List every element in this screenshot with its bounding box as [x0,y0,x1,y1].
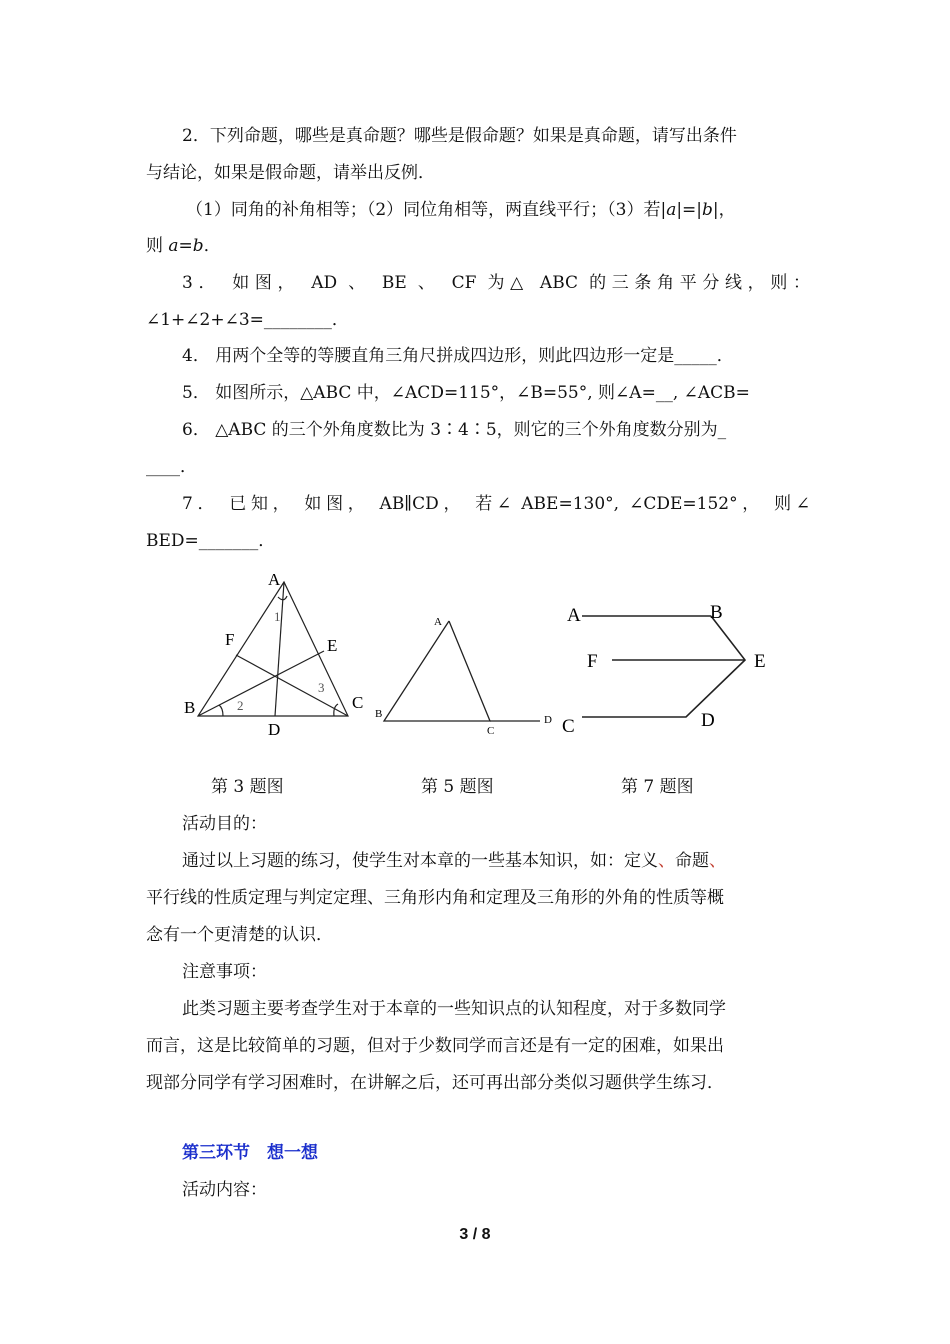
section3-content: 活动内容： [182,1180,267,1200]
q4-text: 4． 用两个全等的等腰直角三角尺拼成四边形，则此四边形一定是_____． [182,346,734,366]
fig3-angle-1: 1 [274,609,281,624]
fig5-label-D: D [544,714,552,726]
fig3-angle-3: 3 [318,680,325,695]
fig3-label-C: C [352,693,364,712]
q2-line1: 2．下列命题，哪些是真命题？哪些是假命题？如果是真命题，请写出条件 [182,126,737,146]
fig3-label-E: E [327,636,338,655]
q6-line2: ____． [146,457,197,477]
q2-line2: 与结论，如果是假命题，请举出反例． [146,163,435,183]
q6-line1: 6． △ABC 的三个外角度数比为 3∶4∶5，则它的三个外角度数分别为_ [182,420,727,440]
figure-5-diagram [370,605,560,740]
fig7-caption: 第 7 题图 [621,777,694,797]
q3-line1: 3． 如图， AD 、 BE 、 CF 为△ ABC 的三条角平分线，则： [182,273,810,293]
fig5-label-B: B [375,708,383,720]
fig7-label-B: B [710,602,723,623]
fig3-caption: 第 3 题图 [211,777,284,797]
fig3-label-A: A [268,570,281,589]
fig7-label-F: F [587,651,598,672]
notes-line2: 而言，这是比较简单的习题，但对于少数同学而言还是有一定的困难，如果出 [146,1036,724,1056]
q3-line2: ∠1+∠2+∠3=________． [146,310,349,330]
purpose-title: 活动目的： [182,814,267,834]
fig7-label-E: E [754,651,766,672]
q2-line3: （1）同角的补角相等；（2）同位角相等，两直线平行；（3）若|a|=|b|， [186,200,736,220]
notes-title: 注意事项： [182,962,267,982]
figure-7-diagram [560,595,790,745]
page-number: 3 / 8 [459,1226,491,1243]
fig3-angle-2: 2 [237,698,244,713]
fig5-label-A: A [434,616,442,628]
notes-line3: 现部分同学有学习困难时，在讲解之后，还可再出部分类似习题供学生练习． [146,1073,724,1093]
section3-heading: 第三环节 想一想 [182,1143,318,1163]
fig3-label-B: B [184,698,196,717]
fig5-caption: 第 5 题图 [421,777,494,797]
figure-3-diagram [175,565,375,740]
q7-line1: 7． 已知， 如图， AB∥CD， 若∠ ABE=130°, ∠CDE=152°， 则∠ [182,494,810,514]
fig7-label-D: D [701,710,715,731]
purpose-line1: 通过以上习题的练习，使学生对本章的一些基本知识，如：定义、命题、 [182,851,726,871]
fig3-label-F: F [225,630,235,649]
q7-line2: BED=_______． [146,531,276,551]
q2-line4: 则 a=b． [146,236,221,256]
notes-line1: 此类习题主要考查学生对于本章的一些知识点的认知程度，对于多数同学 [182,999,726,1019]
fig7-label-C: C [562,716,575,737]
q5-text: 5． 如图所示，△ABC 中，∠ACD=115°，∠B=55°, 则∠A=__, ∠ACB= [182,383,750,403]
purpose-line3: 念有一个更清楚的认识． [146,925,333,945]
fig3-label-D: D [268,720,281,739]
fig5-label-C: C [487,725,495,737]
fig7-label-A: A [567,605,581,626]
purpose-line2: 平行线的性质定理与判定定理、三角形内角和定理及三角形的外角的性质等概 [146,888,724,908]
